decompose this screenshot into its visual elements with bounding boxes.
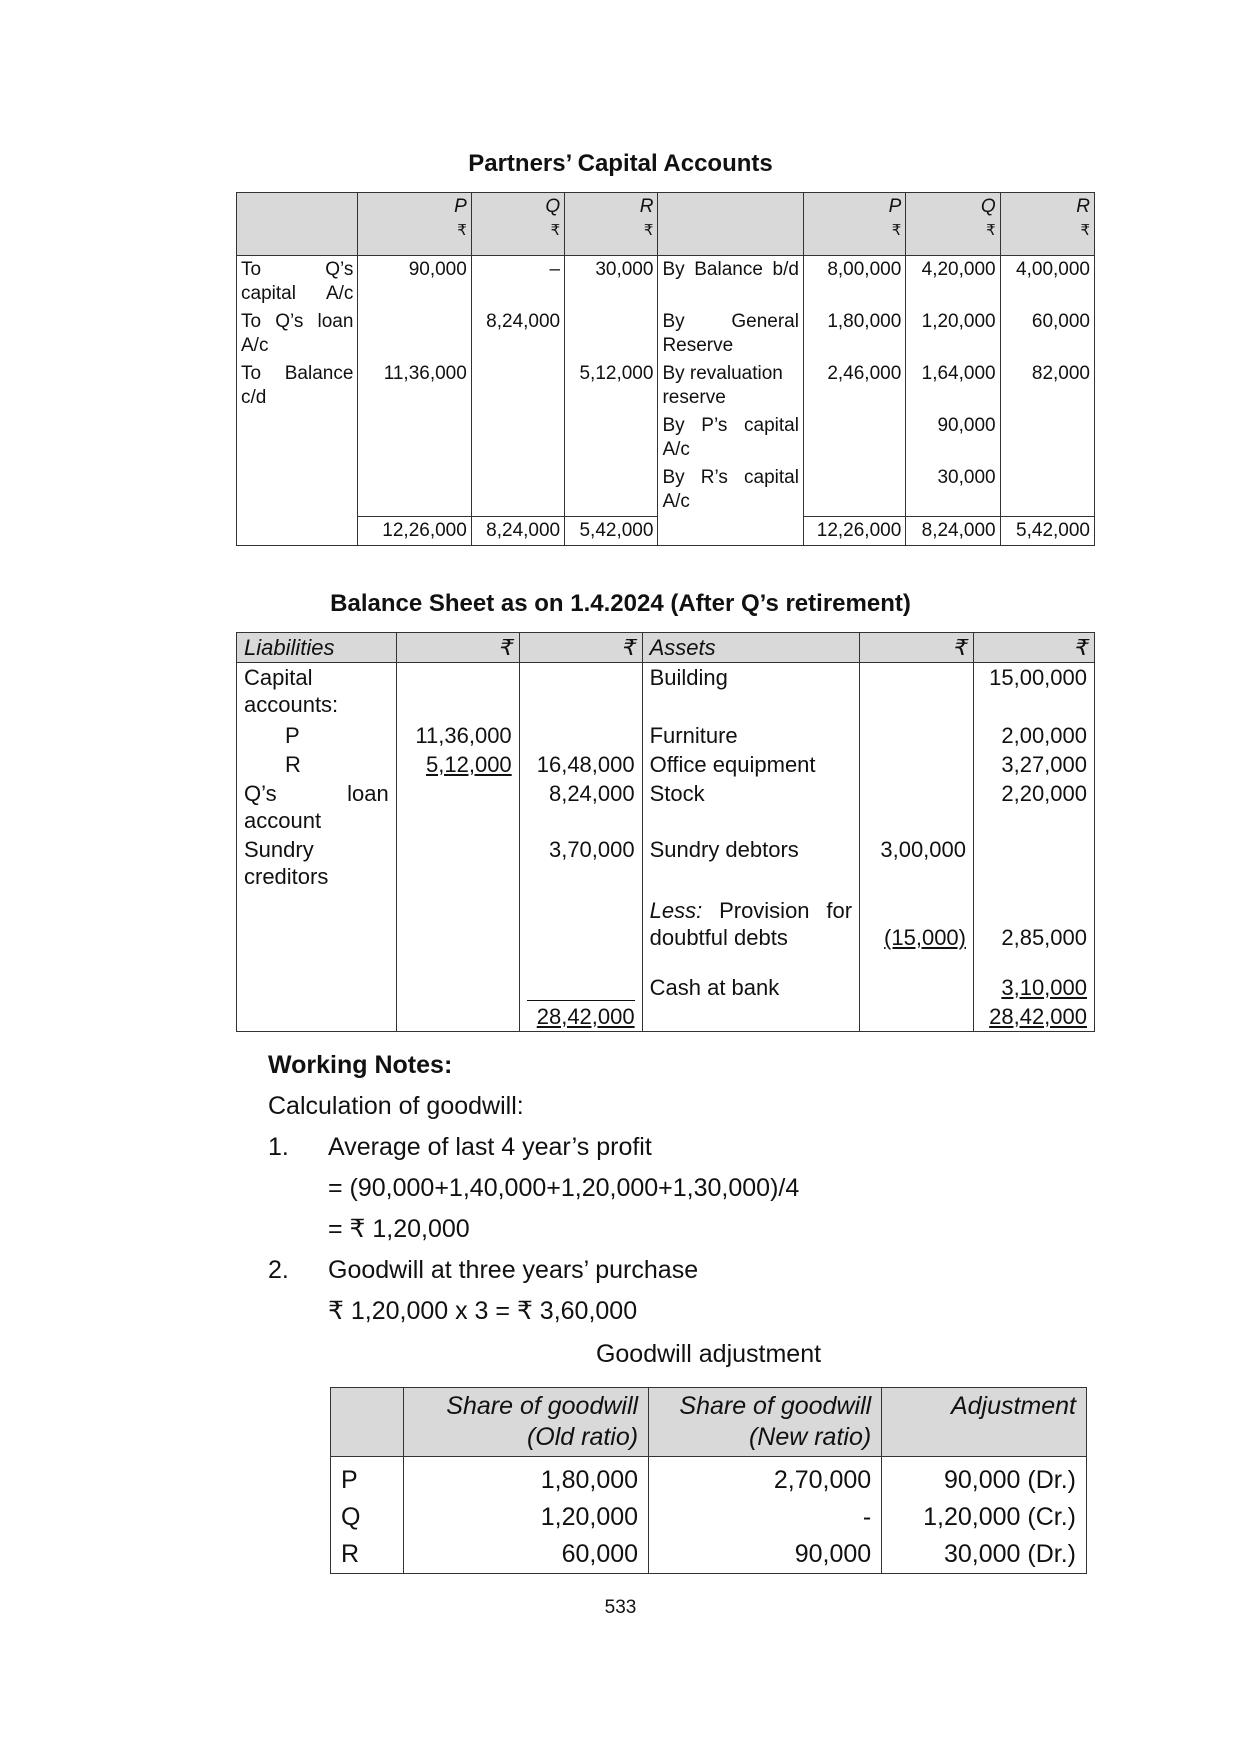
table-row [237,360,1095,412]
table-row [237,256,1095,309]
loan-amount: 8,24,000 [519,779,642,835]
cell: 1,80,000 [803,308,905,360]
balance-sheet-title: Balance Sheet as on 1.4.2024 (After Q’s retirement) [330,590,911,617]
table-row [237,835,1095,891]
cell: 90,000 (Dr.) [882,1457,1087,1500]
table-row [237,464,1095,516]
rupee-header: ₹ [396,633,519,663]
goodwill-adjustment-table [330,1387,1087,1574]
table-row [237,779,1095,835]
credit-label: By General Reserve [658,308,804,360]
capital-label: Capital accounts: [237,663,397,722]
cell: 30,000 [906,464,1000,516]
item-number: 1. [268,1133,289,1161]
furniture-amount: 2,00,000 [974,721,1095,750]
cell [565,308,658,360]
table-row [237,412,1095,464]
cell: 30,000 [565,256,658,309]
rupee-header: ₹ [519,633,642,663]
rupee-header: ₹ [860,633,974,663]
partner-label: P [331,1457,404,1500]
total-p: 12,26,000 [803,516,905,545]
old-ratio-header: Share of goodwill (Old ratio) [403,1388,648,1457]
table-row [331,1457,1087,1500]
capital-accounts-title: Partners’ Capital Accounts [468,150,773,177]
partner-label: Q [331,1499,404,1536]
cell: 8,24,000 [471,308,564,360]
rupee-header: ₹ [974,633,1095,663]
table-row [237,750,1095,779]
item1-formula: = (90,000+1,40,000+1,20,000+1,30,000)/4 [328,1174,800,1202]
less-label: Less: [649,898,703,923]
item1-result: = ₹ 1,20,000 [328,1215,470,1243]
col-p-header: P ₹ [803,193,905,256]
col-q-header: Q ₹ [471,193,564,256]
provision-text: Provision for doubtful debts [649,898,853,950]
total-rule [519,952,642,1002]
cell: 8,00,000 [803,256,905,309]
cell: 5,12,000 [565,360,658,412]
cell [1000,412,1094,464]
cell: 2,70,000 [649,1457,882,1500]
cell: 1,20,000 (Cr.) [882,1499,1087,1536]
liabilities-header: Liabilities [237,633,397,663]
cell [358,308,471,360]
adjustment-header: Adjustment [882,1388,1087,1457]
cell: – [471,256,564,309]
table-row [237,952,1095,1002]
office-equipment-amount: 3,27,000 [974,750,1095,779]
creditors-label: Sundry creditors [237,835,397,891]
goodwill-intro: Calculation of goodwill: [268,1092,524,1120]
capital-total: 16,48,000 [519,750,642,779]
r-label: R [237,750,397,779]
p-amount: 11,36,000 [396,721,519,750]
cash-amount: 3,10,000 [974,952,1095,1002]
building-label: Building [642,663,859,722]
partner-label: R [331,1536,404,1574]
new-ratio-header: Share of goodwill (New ratio) [649,1388,882,1457]
cell [1000,464,1094,516]
cell: 82,000 [1000,360,1094,412]
capital-accounts-table [236,192,1095,546]
stock-label: Stock [642,779,859,835]
debit-label: To Q’s loan A/c [237,308,358,360]
col-r-header: R ₹ [1000,193,1094,256]
liabilities-total: 28,42,000 [519,1002,642,1032]
debit-label: To Q’s capital A/c [237,256,358,309]
assets-total: 28,42,000 [974,1002,1095,1032]
credit-label: By P’s capital A/c [658,412,804,464]
capital-header-row [237,193,1095,256]
cash-label: Cash at bank [642,952,859,1002]
balance-sheet-table [236,632,1095,1032]
page-number: 533 [604,1597,637,1618]
cell: 1,80,000 [403,1457,648,1500]
cell: 11,36,000 [358,360,471,412]
cell: 90,000 [358,256,471,309]
total-q: 8,24,000 [471,516,564,545]
totals-row [237,516,1095,545]
credit-label: By Balance b/d [658,256,804,309]
office-equipment-label: Office equipment [642,750,859,779]
total-r: 5,42,000 [565,516,658,545]
item2-formula: ₹ 1,20,000 x 3 = ₹ 3,60,000 [328,1297,638,1325]
goodwill-header-row [331,1388,1087,1457]
cell: 90,000 [906,412,1000,464]
cell: - [649,1499,882,1536]
debtors-label: Sundry debtors [642,835,859,891]
furniture-label: Furniture [642,721,859,750]
total-r: 5,42,000 [1000,516,1094,545]
cell: 60,000 [1000,308,1094,360]
table-row [331,1536,1087,1574]
table-row [237,721,1095,750]
credit-label: By revaluation reserve [658,360,804,412]
assets-header: Assets [642,633,859,663]
net-debtors-amount: 2,85,000 [974,891,1095,952]
item1-text: Average of last 4 year’s profit [328,1133,652,1161]
credit-label: By R’s capital A/c [658,464,804,516]
cell: 90,000 [649,1536,882,1574]
cell: 30,000 (Dr.) [882,1536,1087,1574]
r-amount: 5,12,000 [396,750,519,779]
cell: 1,20,000 [906,308,1000,360]
total-q: 8,24,000 [906,516,1000,545]
debit-label: To Balance c/d [237,360,358,412]
stock-amount: 2,20,000 [974,779,1095,835]
provision-label [642,891,859,952]
working-notes-heading: Working Notes: [268,1051,453,1079]
cell: 4,00,000 [1000,256,1094,309]
col-q-header: Q ₹ [906,193,1000,256]
table-row [237,891,1095,952]
item2-text: Goodwill at three years’ purchase [328,1256,699,1284]
p-label: P [237,721,397,750]
cell [471,360,564,412]
totals-row [237,1002,1095,1032]
cell [803,412,905,464]
cell: 4,20,000 [906,256,1000,309]
creditors-amount: 3,70,000 [519,835,642,891]
cell: 2,46,000 [803,360,905,412]
item-number: 2. [268,1256,289,1284]
table-row [237,663,1095,722]
table-row [331,1499,1087,1536]
debtors-amount: 3,00,000 [860,835,974,891]
goodwill-adjustment-title: Goodwill adjustment [595,1340,822,1368]
balance-sheet-header [237,633,1095,663]
cell: 1,20,000 [403,1499,648,1536]
col-p-header: P ₹ [358,193,471,256]
cell [803,464,905,516]
total-p: 12,26,000 [358,516,471,545]
cell: 1,64,000 [906,360,1000,412]
cell: 60,000 [403,1536,648,1574]
building-amount: 15,00,000 [974,663,1095,722]
table-row [237,308,1095,360]
loan-label: Q’s loan account [237,779,397,835]
provision-amount: (15,000) [860,891,974,952]
col-r-header: R ₹ [565,193,658,256]
